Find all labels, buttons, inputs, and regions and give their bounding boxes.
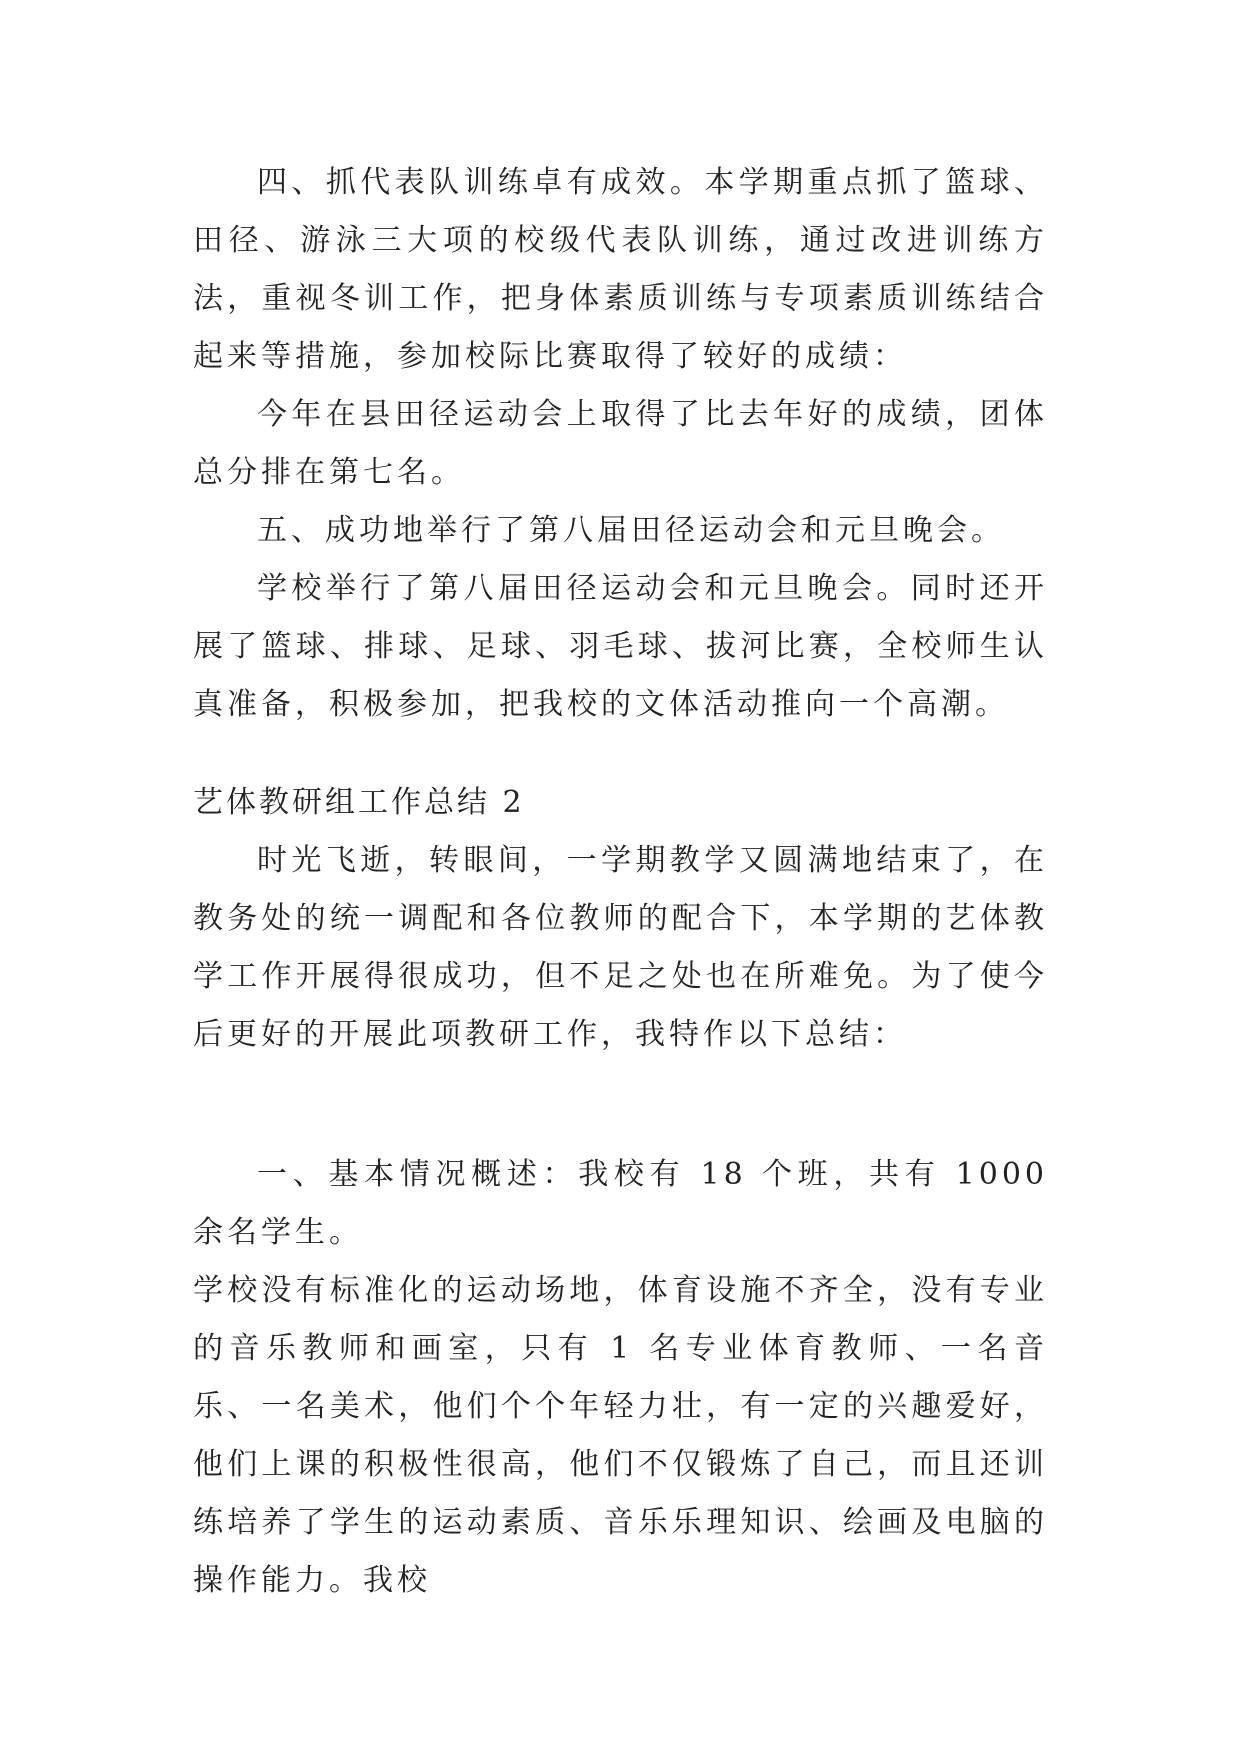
paragraph-sports-meet-details: 学校举行了第八届田径运动会和元旦晚会。同时还开展了篮球、排球、足球、羽毛球、拔河比赛，全校师生认真准备，积极参加，把我校的文体活动推向一个高潮。 [193,571,1048,722]
paragraph-overview: 一、基本情况概述：我校有 18 个班，共有 1000 余名学生。 [193,1157,1048,1250]
paragraph-intro: 时光飞逝，转眼间，一学期教学又圆满地结束了，在教务处的统一调配和各位教师的配合下，本学期的艺体教学工作开展得很成功，但不足之处也在所难免。为了使今后更好的开展此项教研工作，我特作以下总结： [193,843,1048,1052]
paragraph-county-meet-result: 今年在县田径运动会上取得了比去年好的成绩，团体总分排在第七名。 [193,397,1048,490]
paragraph-facilities: 学校没有标准化的运动场地，体育设施不齐全，没有专业的音乐教师和画室，只有 1 名专业体育教师、一名音乐、一名美术，他们个个年轻力壮，有一定的兴趣爱好，他们上课的积极性很高，他们不仅锻炼了自己，而且还训练培养了学生的运动素质、音乐乐理知识、绘画及电脑的操作能力。我校 [193,1273,1048,1598]
paragraph-sports-meet-heading: 五、成功地举行了第八届田径运动会和元旦晚会。 [257,513,1005,548]
paragraph-team-training: 四、抓代表队训练卓有成效。本学期重点抓了篮球、田径、游泳三大项的校级代表队训练，通过改进训练方法，重视冬训工作，把身体素质训练与专项素质训练结合起来等措施，参加校际比赛取得了较好的成绩： [193,165,1048,374]
section-title: 艺体教研组工作总结 2 [193,785,525,820]
